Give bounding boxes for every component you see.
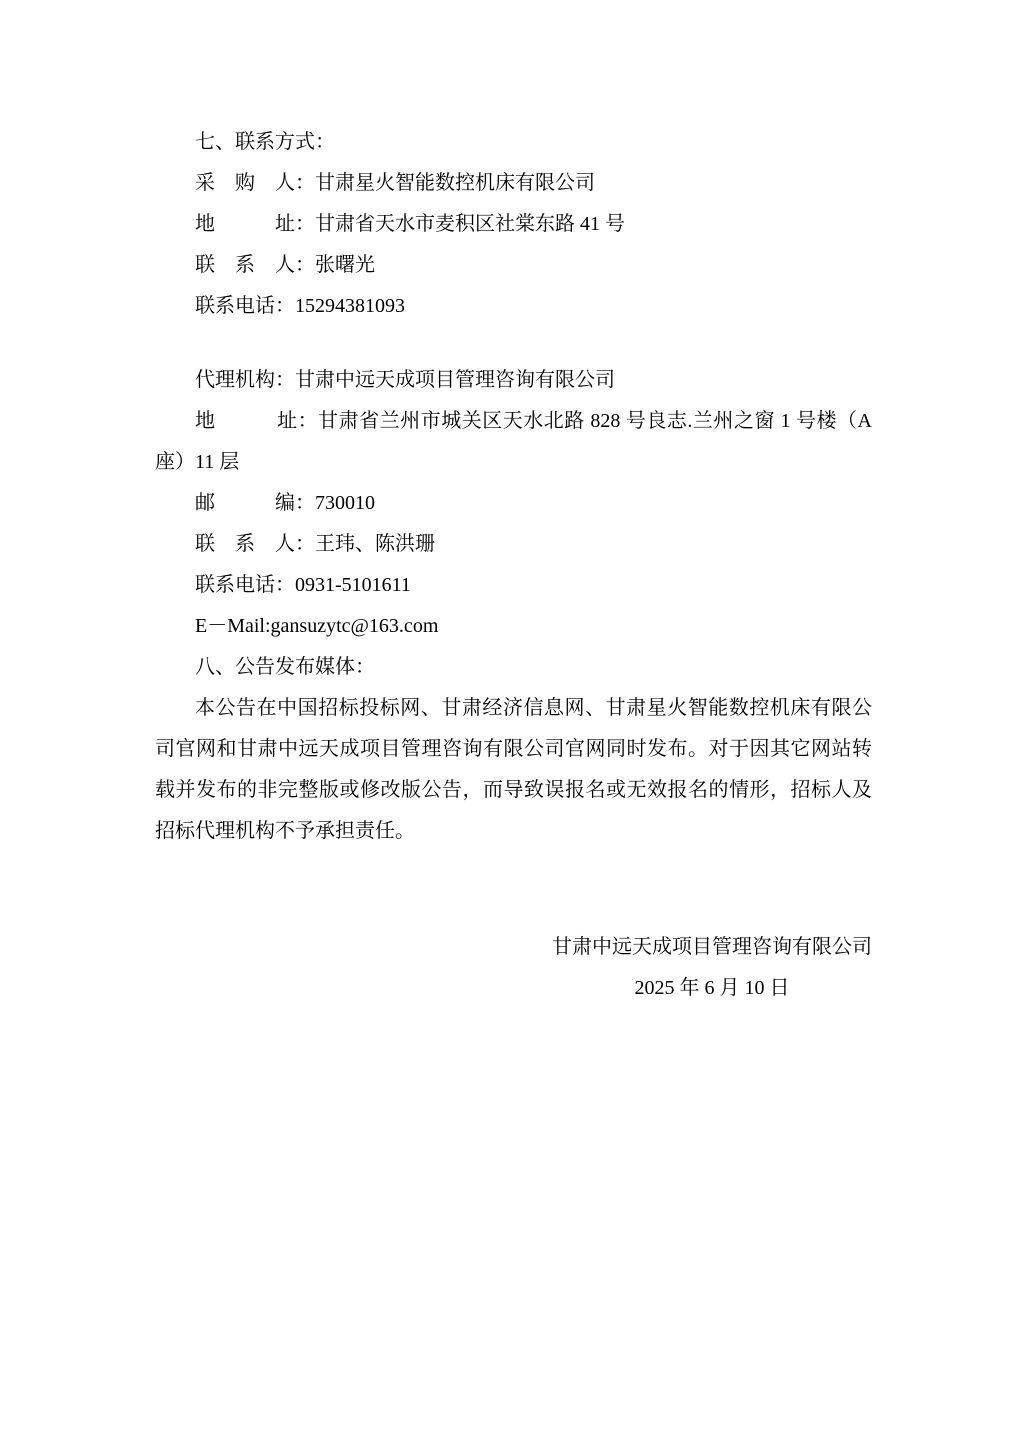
agency-row-contact-person	[155, 524, 872, 565]
row-value: 730010	[315, 492, 375, 514]
agency-row-name	[155, 360, 872, 401]
buyer-row-contact-person	[155, 245, 872, 286]
signature-company: 甘肃中远天成项目管理咨询有限公司	[552, 936, 872, 958]
row-value: 王玮、陈洪珊	[315, 533, 435, 555]
row-label: 采 购 人：	[195, 172, 315, 194]
row-value: 张曙光	[315, 254, 375, 276]
row-label: 联系电话：	[195, 295, 295, 317]
agency-row-address	[155, 401, 872, 483]
row-label: E－Mail:	[195, 615, 271, 637]
section-contact-heading: 七、联系方式：	[195, 131, 335, 153]
row-label: 联 系 人：	[195, 533, 315, 555]
row-value: 甘肃中远天成项目管理咨询有限公司	[295, 369, 615, 391]
row-value: 甘肃星火智能数控机床有限公司	[315, 172, 595, 194]
row-label: 联系电话：	[195, 574, 295, 596]
agency-row-phone	[155, 565, 872, 606]
agency-row-email	[155, 606, 872, 647]
row-label: 代理机构：	[195, 369, 295, 391]
row-value: gansuzytc@163.com	[270, 615, 439, 637]
row-label: 邮 编：	[195, 492, 315, 514]
section-media-heading: 八、公告发布媒体：	[195, 656, 375, 678]
blank-line	[155, 327, 872, 360]
buyer-row-phone	[155, 286, 872, 327]
row-label: 联 系 人：	[195, 254, 315, 276]
row-value: 0931-5101611	[295, 574, 411, 596]
buyer-row-address	[155, 204, 872, 245]
signature-date: 2025 年 6 月 10 日	[634, 977, 790, 999]
row-value: 甘肃省兰州市城关区天水北路 828 号良志.兰州之窗 1 号楼（A座）11 层	[155, 410, 873, 473]
row-value: 15294381093	[295, 295, 405, 317]
agency-row-postcode	[155, 483, 872, 524]
buyer-row-purchaser	[155, 163, 872, 204]
announcement-paragraph: 本公告在中国招标投标网、甘肃经济信息网、甘肃星火智能数控机床有限公司官网和甘肃中远天成项目管理咨询有限公司官网同时发布。对于因其它网站转载并发布的非完整版或修改版公告，而导致误报名或无效报名的情形，招标人及招标代理机构不予承担责任。	[155, 697, 872, 842]
row-label: 地 址：	[195, 213, 315, 235]
signature-block	[552, 927, 872, 1009]
row-value: 甘肃省天水市麦积区社棠东路 41 号	[315, 213, 625, 235]
row-label: 地 址：	[195, 410, 319, 432]
